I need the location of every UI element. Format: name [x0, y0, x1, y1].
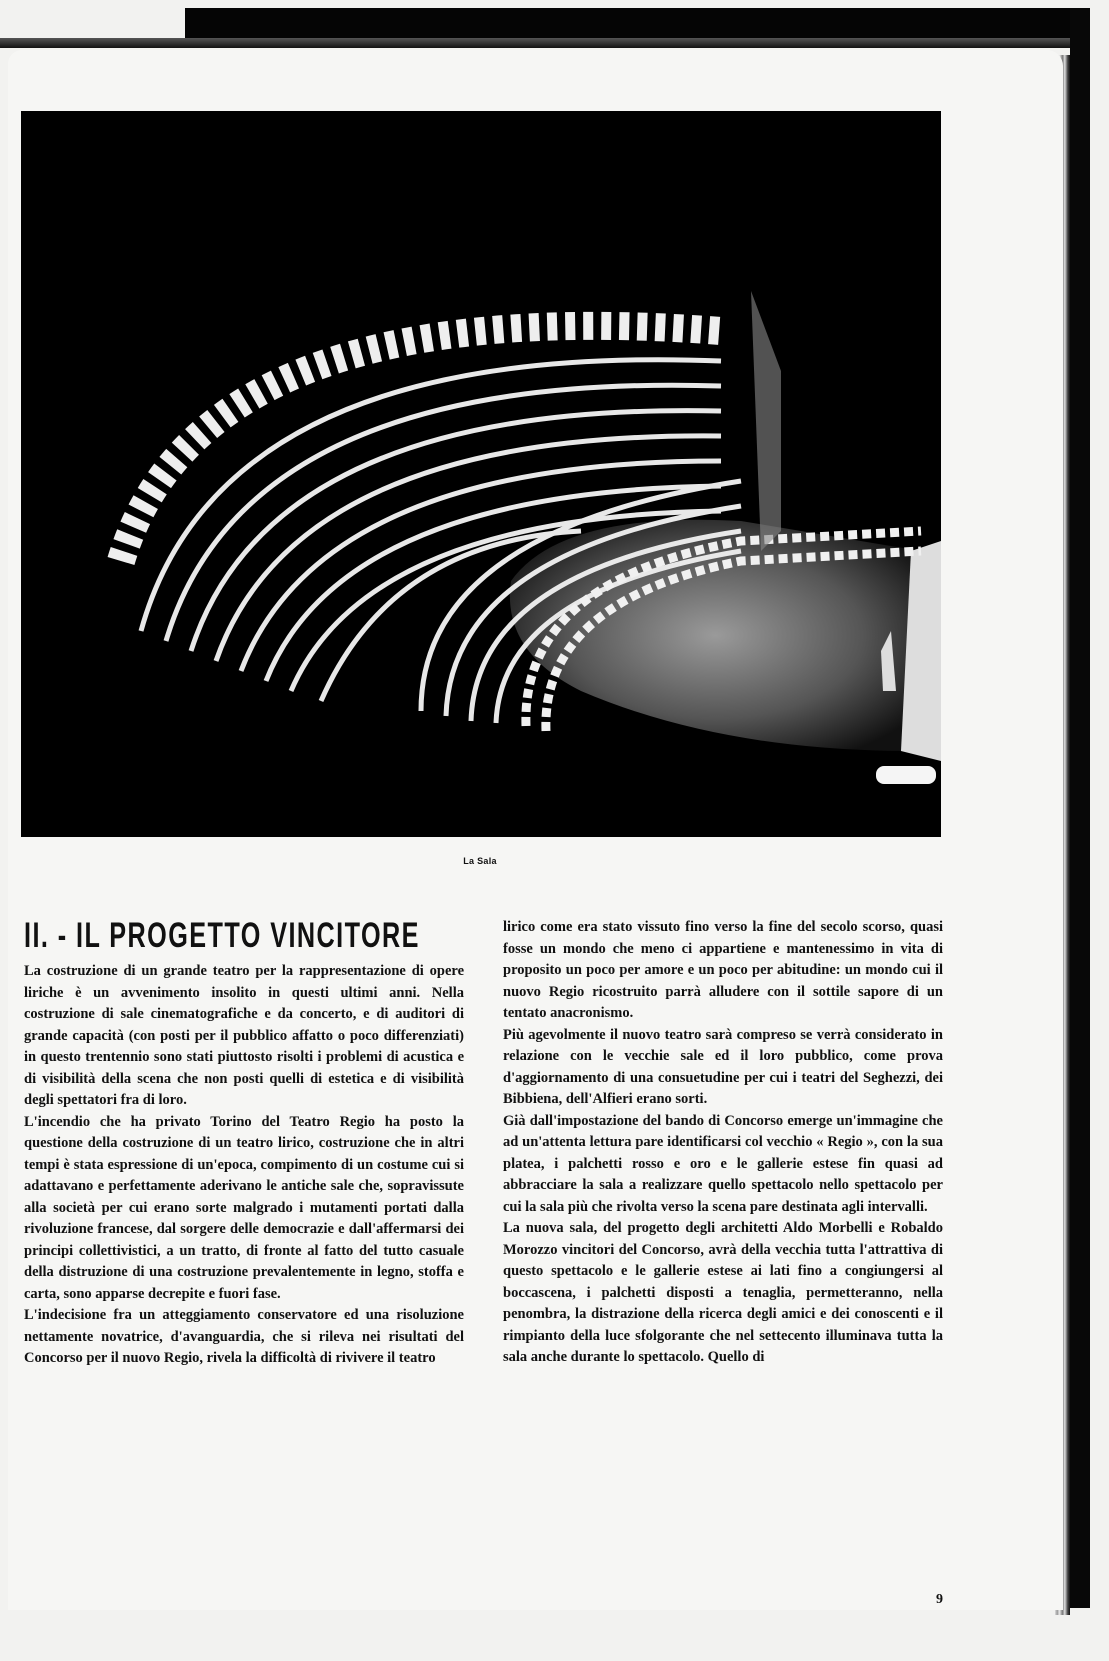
paragraph: L'indecisione fra un atteggiamento conservatore ed una risoluzione nettamente novatrice, d'avanguardia, che si rileva nei risultati del Concorso per il nuovo Regio, rivela la difficoltà di rivivere il teatro — [24, 1307, 464, 1366]
paragraph: Più agevolmente il nuovo teatro sarà compreso se verrà considerato in relazione con le vecchie sale ed il loro pubblico, come prova d'aggiornamento di una consuetudine per cui i teatri del Seghezzi, dei Bibbiena, dell'Alfieri erano sorti. — [503, 1026, 943, 1107]
section-heading: II. - IL PROGETTO VINCITORE — [24, 916, 420, 955]
theatre-model-photo — [21, 111, 941, 837]
paragraph: La nuova sala, del progetto degli architetti Aldo Morbelli e Robaldo Morozzo vincitori del Concorso, avrà della vecchia tutta l'attrattiva di questo spettacolo e le gallerie estese ai lati fino a congiungersi al boccascena, i palchetti disposti a tenaglia, permetteranno, nella penombra, la distrazione della ricerca degli amici e dei conoscenti e il rimpianto della luce sfolgorante che nel settecento illuminava tutta la sala anche durante lo spettacolo. Quello di — [503, 1220, 943, 1365]
paragraph: Già dall'impostazione del bando di Concorso emerge un'immagine che ad un'attenta lettura pare identificarsi col vecchio « Regio », con la sua platea, i palchetti rosso e oro e le gallerie estese fin quasi ad abbracciare la sala a realizzare quello spettacolo nello spettacolo per cui la sala più che rivolta verso la scena pare destinata agli intervalli. — [503, 1112, 943, 1215]
paragraph: L'incendio che ha privato Torino del Teatro Regio ha posto la questione della costruzione di un teatro lirico, costruzione che in altri tempi è stata espressione di un'epoca, compimento di un costume cui si adattavano e perfettamente aderivano le antiche sale che, sopravissute alla società per cui erano sorte malgrado i mutamenti portati dalla rivoluzione francese, dal sorgere delle democrazie e dall'affermarsi dei principi collettivistici, a un tratto, di fronte al fatto del tutto casuale della distruzione di una costruzione prevalentemente in legno, stoffa e carta, sono apparse decrepite e fuori fase. — [24, 1113, 464, 1302]
paragraph: lirico come era stato vissuto fino verso la fine del secolo scorso, quasi fosse un mondo che meno ci appartiene e mantenessimo in vita di proposito un poco per amore e un poco per abitudine: un mondo cui il nuovo Regio ricostruito parrà alludere con il sottile sapore di un tentato anacronismo. — [503, 919, 943, 1021]
article-column-left — [24, 961, 464, 1370]
page-number: 9 — [936, 1592, 943, 1607]
auditorium-illustration — [21, 111, 941, 837]
scan-border-right — [1070, 8, 1090, 1608]
photo-caption: La Sala — [463, 856, 497, 866]
highlight-reflection — [876, 766, 936, 784]
paragraph: La costruzione di un grande teatro per la rappresentazione di opere liriche è un avvenimento insolito in questi ultimi anni. Nella costruzione di sale cinematografiche e da concerto, e di auditori di grande capacità (con posti per il pubblico affatto o poco differenziati) in questo trentennio sono stati piuttosto risolti i problemi di acustica e di visibilità della scena che non posti quelli di estetica e di visibilità degli spettatori fra di loro. — [24, 963, 464, 1108]
article-column-right — [503, 917, 943, 1369]
scan-page-edge — [0, 38, 1090, 48]
